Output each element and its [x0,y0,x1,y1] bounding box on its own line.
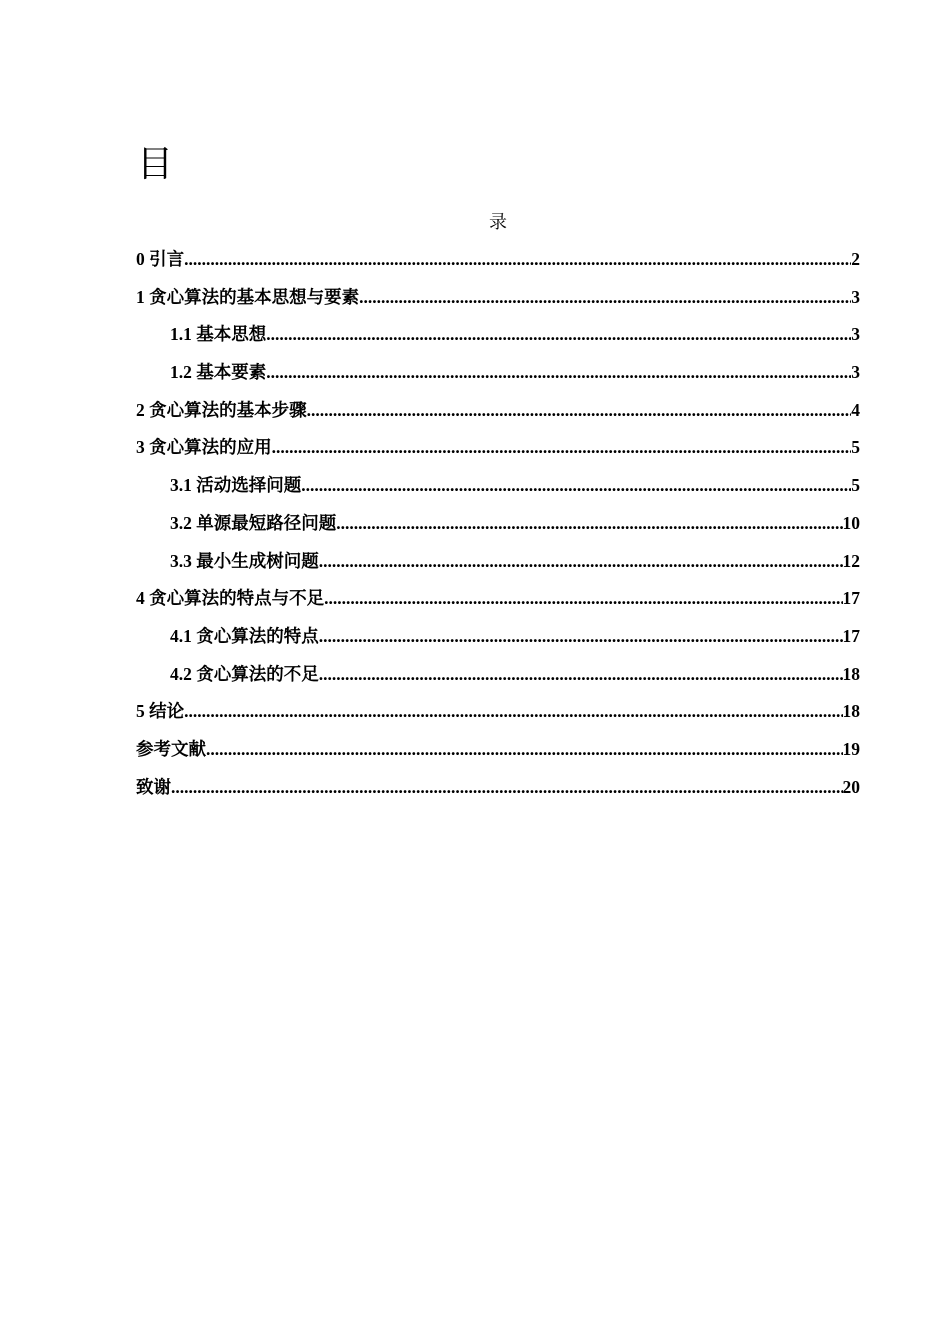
toc-leader-dots [319,664,843,685]
toc-leader-dots [319,626,843,647]
toc-entry-page: 3 [851,324,860,345]
toc-entry-label: 3.1 活动选择问题 [170,475,302,496]
toc-entry-label: 3.3 最小生成树问题 [170,550,319,571]
toc-entry-page: 5 [851,437,860,458]
toc-leader-dots [307,400,852,421]
toc-entry-page: 17 [842,625,860,646]
toc-leader-dots [171,777,843,798]
toc-entry-label: 1 贪心算法的基本思想与要素 [136,286,360,307]
toc-entry-label: 1.2 基本要素 [170,362,267,383]
toc-entry-page: 2 [851,249,860,269]
toc-entry-page: 18 [842,663,860,684]
toc-entry[interactable] [136,548,860,586]
toc-entry-page: 3 [851,286,860,307]
toc-entry[interactable] [136,472,860,510]
toc-entry-label: 3 贪心算法的应用 [136,437,272,458]
toc-entry-label: 2 贪心算法的基本步骤 [136,399,307,420]
toc-entry-label: 致谢 [136,776,171,797]
toc-entry-page: 19 [842,738,860,759]
toc-entry[interactable] [136,661,860,699]
toc-entry[interactable] [136,698,860,736]
toc-entry[interactable] [136,434,860,472]
toc-entry[interactable] [136,397,860,435]
toc-leader-dots [319,551,843,572]
toc-leader-dots [301,475,851,496]
toc-leader-dots [324,588,842,609]
toc-heading-part-1: 目 [137,144,174,184]
toc-entry[interactable] [136,359,860,397]
toc-entry[interactable] [136,736,860,774]
toc-entry[interactable] [136,321,860,359]
toc-heading-part-2: 录 [489,212,507,232]
toc-entry-label: 4 贪心算法的特点与不足 [136,588,325,609]
toc-entry-page: 5 [851,475,860,496]
toc-leader-dots [336,513,842,534]
toc-entry-label: 1.1 基本思想 [170,324,267,345]
toc-entry-page: 10 [842,512,860,533]
toc-entry-label: 3.2 单源最短路径问题 [170,512,337,533]
toc-entry-page: 12 [842,550,860,571]
toc-entry-page: 20 [842,776,860,797]
toc-entry[interactable] [136,246,860,284]
toc-leader-dots [266,362,851,383]
toc-leader-dots [359,287,851,308]
toc-leader-dots [206,739,843,760]
toc-entry[interactable] [136,774,860,812]
toc-entry-page: 4 [851,399,860,420]
toc-entry-page: 3 [851,362,860,383]
toc-entry-label: 4.2 贪心算法的不足 [170,663,319,684]
toc-leader-dots [184,701,842,722]
toc-entry[interactable] [136,284,860,322]
toc-entry[interactable] [136,510,860,548]
toc-leader-dots [184,249,851,270]
toc-entry-page: 18 [842,701,860,722]
toc-entry[interactable] [136,585,860,623]
toc-entry-label: 参考文献 [136,738,206,759]
toc-entry-page: 17 [842,588,860,609]
toc-entry-label: 0 引言 [136,249,185,269]
toc-entry-label: 4.1 贪心算法的特点 [170,625,319,646]
table-of-contents [136,246,860,811]
toc-entry[interactable] [136,623,860,661]
toc-leader-dots [266,324,851,345]
toc-entry-label: 5 结论 [136,701,185,722]
toc-leader-dots [272,437,852,458]
